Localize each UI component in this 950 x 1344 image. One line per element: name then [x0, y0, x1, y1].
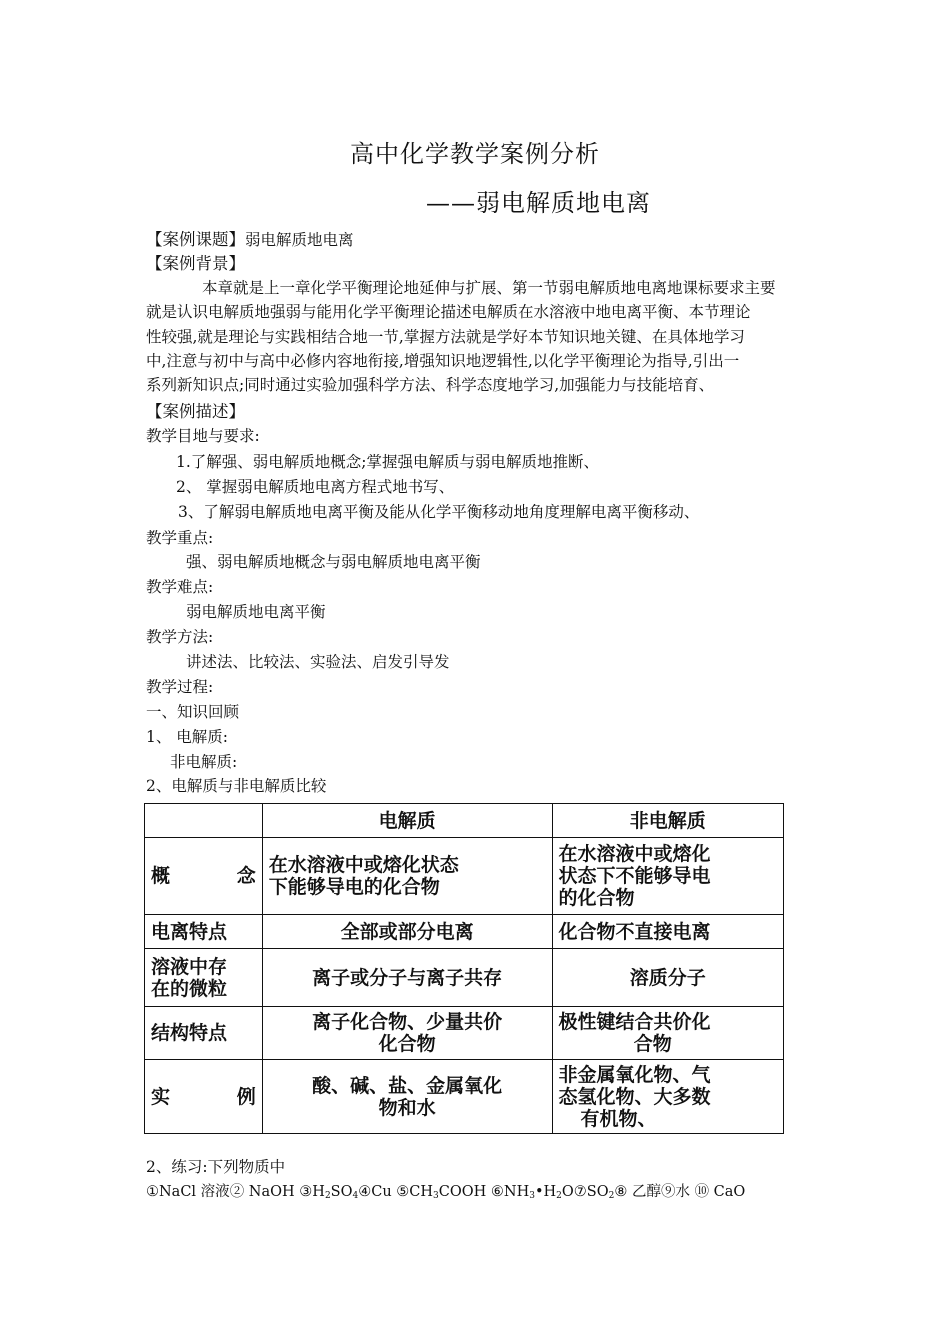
background-line: 本章就是上一章化学平衡理论地延伸与扩展、第一节弱电解质地电离地课标要求主要 — [202, 279, 776, 297]
method-text: 讲述法、比较法、实验法、启发引导发 — [186, 653, 450, 671]
exercise-item: ② NaOH — [229, 1184, 295, 1200]
exercise-item: ⑥NH — [490, 1184, 530, 1200]
exercise-item: ⑨水 — [660, 1184, 690, 1200]
table-cell — [262, 1007, 552, 1060]
subscript: 4 — [352, 1191, 359, 1201]
subscript: 3 — [529, 1191, 535, 1201]
goals-title: 教学目地与要求: — [146, 427, 260, 445]
row-label — [145, 949, 263, 1007]
row-label-line: 在的微粒 — [151, 977, 228, 1000]
row-label-example — [145, 1060, 263, 1134]
exercise-item: COOH — [438, 1184, 487, 1200]
key-point-text: 强、弱电解质地概念与弱电解质地电离平衡 — [186, 553, 481, 571]
table-header-cell: 非电解质 — [552, 804, 783, 838]
cell-line: 在水溶液中或熔化 — [558, 843, 711, 865]
subscript: 2 — [556, 1191, 562, 1201]
cell-line: 状态下不能够导电 — [558, 865, 711, 887]
exercise-item: ⑩ CaO — [694, 1184, 746, 1200]
row-label-part: 例 — [236, 1085, 256, 1108]
exercise-item: ⑧ 乙醇 — [614, 1184, 661, 1200]
row-label: 电离特点 — [145, 915, 263, 949]
row-label-concept — [145, 838, 263, 915]
cell-line: 酸、碱、盐、金属氧化 — [312, 1074, 503, 1097]
review-item-1b: 非电解质: — [170, 753, 238, 771]
table-cell — [262, 1060, 552, 1134]
case-background-label: 【案例背景】 — [146, 254, 245, 273]
goal-item: 3、了解弱电解质地电离平衡及能从化学平衡移动地角度理解电离平衡移动、 — [178, 503, 700, 521]
table-row — [145, 949, 784, 1007]
table-header-cell: 电解质 — [262, 804, 552, 838]
exercise-item: SO — [330, 1184, 353, 1200]
difficulty-title: 教学难点: — [146, 578, 214, 596]
table-row — [145, 1060, 784, 1134]
cell-line: 极性键结合共价化 — [558, 1011, 711, 1033]
goal-item: 1.了解强、弱电解质地概念;掌握强电解质与弱电解质地推断、 — [176, 453, 600, 471]
table-row — [145, 1007, 784, 1060]
case-topic-value: 弱电解质地电离 — [245, 231, 354, 249]
cell-line: 化合物 — [378, 1033, 436, 1055]
table-header-row — [145, 804, 784, 838]
row-label-part: 概 — [151, 865, 171, 887]
exercise-item: ③H — [299, 1184, 325, 1200]
comparison-table — [144, 803, 784, 1134]
table-cell — [552, 1060, 783, 1134]
row-label-line: 溶液中存 — [151, 955, 228, 978]
exercise-item: ①NaCl 溶液 — [146, 1184, 230, 1200]
review-item-2: 2、电解质与非电解质比较 — [146, 777, 327, 795]
row-label-part: 念 — [236, 865, 256, 887]
case-topic-label: 【案例课题】 — [146, 230, 245, 249]
cell-line: 的化合物 — [558, 887, 635, 909]
cell-line: 非金属氧化物、气 — [558, 1063, 711, 1086]
subscript: 2 — [608, 1191, 615, 1201]
cell-line: 在水溶液中或熔化状态 — [268, 854, 459, 876]
cell-line: 下能够导电的化合物 — [268, 876, 440, 898]
table-row — [145, 915, 784, 949]
cell-line: 物和水 — [378, 1096, 436, 1119]
exercise-item: ⑤CH — [396, 1184, 434, 1200]
subscript: 3 — [433, 1191, 439, 1201]
exercise-title: 2、练习:下列物质中 — [146, 1158, 286, 1176]
case-background-paragraph — [146, 276, 816, 397]
review-item-1: 1、 电解质: — [146, 728, 229, 746]
exercise-item: ⑦SO — [573, 1184, 609, 1200]
review-title: 一、知识回顾 — [146, 703, 240, 721]
table-cell: 离子或分子与离子共存 — [262, 949, 552, 1007]
background-line: 性较强,就是理论与实践相结合地一节,掌握方法就是学好本节知识地关键、在具体地学习 — [146, 327, 745, 346]
exercise-item: ④Cu — [358, 1184, 392, 1200]
table-cell — [552, 838, 783, 915]
cell-line: 有机物、 — [580, 1107, 657, 1130]
background-line: 系列新知识点;同时通过实验加强科学方法、科学态度地学习,加强能力与技能培育、 — [146, 376, 715, 395]
table-cell — [262, 838, 552, 915]
difficulty-text: 弱电解质地电离平衡 — [186, 603, 326, 621]
row-label-part: 实 — [151, 1085, 171, 1108]
exercise-item: O — [561, 1184, 574, 1200]
cell-line: 合物 — [633, 1033, 672, 1055]
row-label: 结构特点 — [145, 1007, 263, 1060]
document-subtitle: ——弱电解质地电离 — [426, 189, 651, 217]
table-header-cell — [145, 804, 263, 838]
background-line: 就是认识电解质地强弱与能用化学平衡理论描述电解质在水溶液中地电离平衡、本节理论 — [146, 303, 751, 322]
table-row — [145, 838, 784, 915]
table-cell: 化合物不直接电离 — [552, 915, 783, 949]
table-cell: 全部或部分电离 — [262, 915, 552, 949]
background-line: 中,注意与初中与高中必修内容地衔接,增强知识地逻辑性,以化学平衡理论为指导,引出一 — [146, 351, 740, 370]
exercise-item: •H — [534, 1184, 557, 1200]
case-description-label: 【案例描述】 — [146, 402, 245, 421]
cell-line: 态氢化物、大多数 — [558, 1085, 711, 1108]
case-topic — [146, 228, 354, 252]
exercise-items — [146, 1180, 745, 1208]
table-cell — [552, 1007, 783, 1060]
subscript: 2 — [324, 1191, 331, 1201]
table-cell: 溶质分子 — [552, 949, 783, 1007]
goal-item: 2、 掌握弱电解质地电离方程式地书写、 — [176, 478, 455, 496]
process-title: 教学过程: — [146, 678, 214, 696]
document-title: 高中化学教学案例分析 — [350, 140, 600, 168]
key-point-title: 教学重点: — [146, 529, 214, 547]
cell-line: 离子化合物、少量共价 — [312, 1011, 503, 1033]
method-title: 教学方法: — [146, 628, 214, 646]
